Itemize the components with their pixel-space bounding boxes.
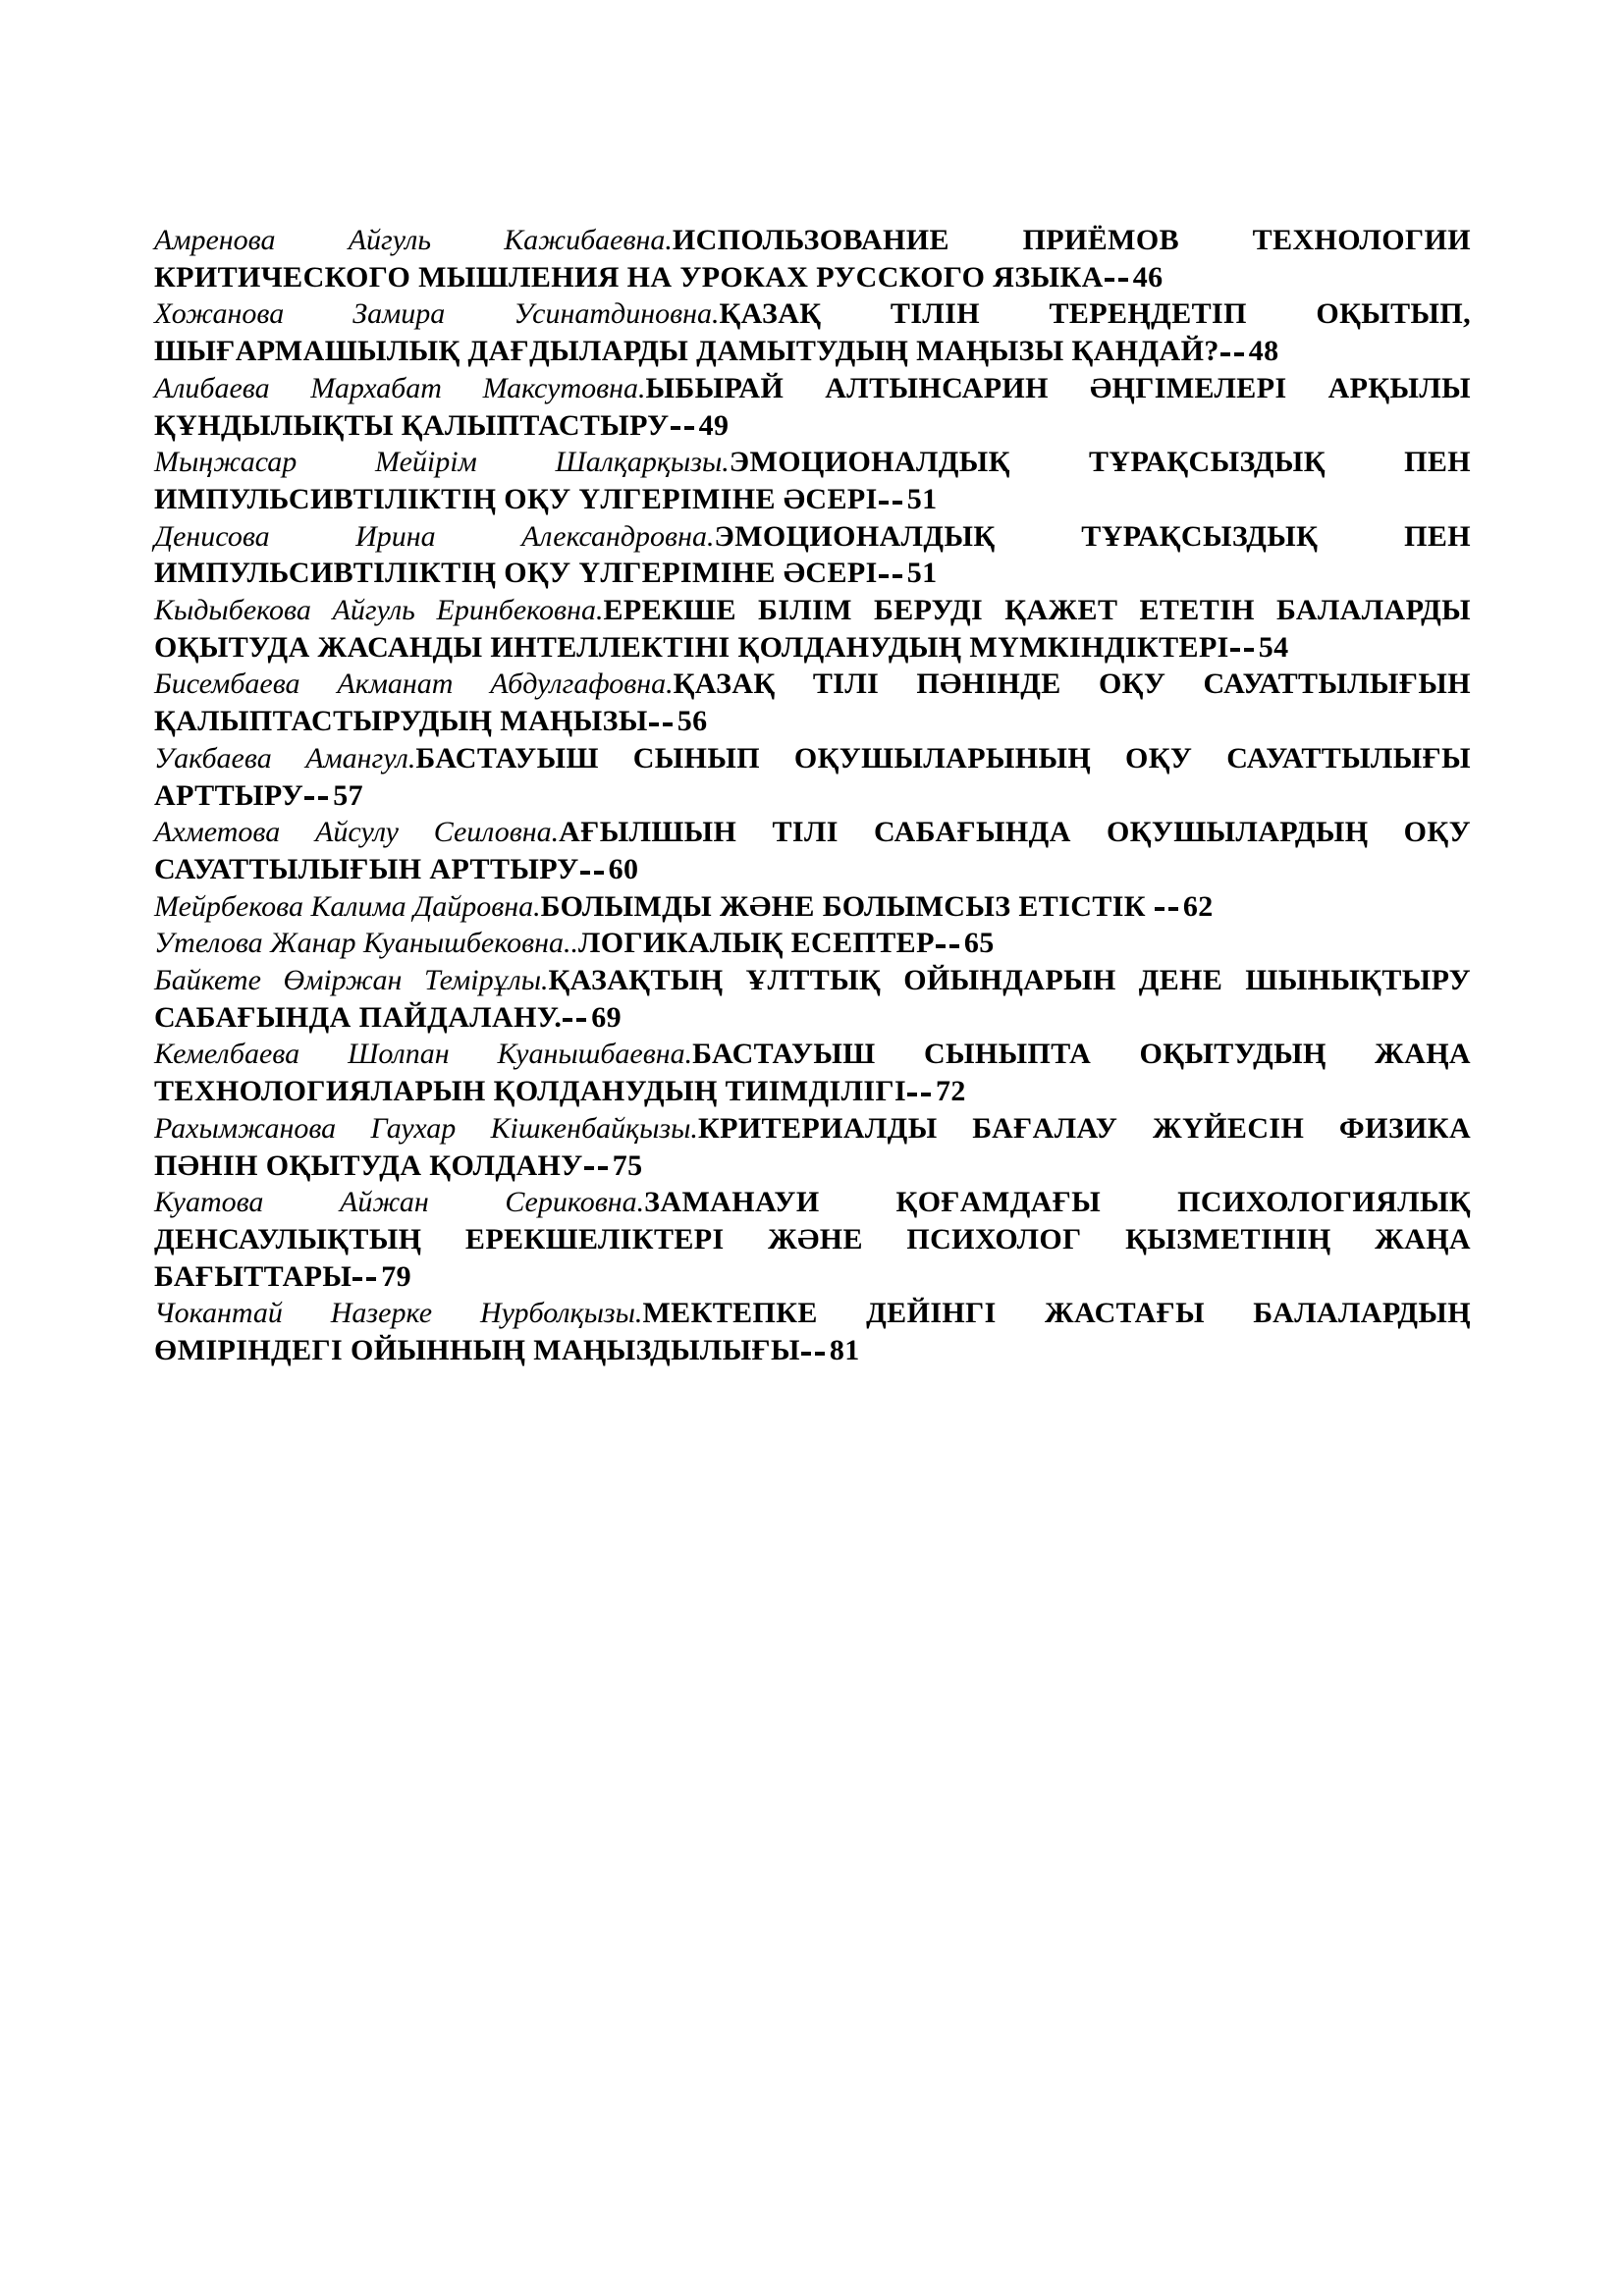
toc-line — [154, 777, 1471, 815]
toc-entry-title: МЕКТЕПКЕ ДЕЙІНГІ ЖАСТАҒЫ БАЛАЛАРДЫҢ — [642, 1297, 1471, 1330]
toc-entry-author: Кемелбаева Шолпан Куанышбаевна. — [154, 1038, 693, 1071]
toc-entry-title: ДЕНСАУЛЫҚТЫҢ ЕРЕКШЕЛІКТЕРІ ЖӘНЕ ПСИХОЛОГ ҚЫЗМЕТІНІҢ ЖАҢА — [154, 1222, 1471, 1255]
toc-entry-page-number: 79 — [381, 1259, 412, 1293]
toc-entry — [154, 962, 1471, 1036]
toc-entry-page-number: 46 — [1132, 260, 1164, 294]
toc-entry-author: Кыдыбекова Айгуль Еринбековна. — [154, 594, 604, 627]
toc-entry — [154, 518, 1471, 592]
toc-entry-title: БАҒЫТТАРЫ — [154, 1259, 352, 1293]
toc-entry-title: КРИТЕРИАЛДЫ БАҒАЛАУ ЖҮЙЕСІН ФИЗИКА — [697, 1111, 1472, 1145]
toc-entry — [154, 1295, 1471, 1368]
toc-entry-title: ЭМОЦИОНАЛДЫҚ ТҰРАҚСЫЗДЫҚ ПЕН — [729, 446, 1471, 479]
toc-entry-page-number: 75 — [612, 1148, 643, 1182]
dash-leader — [1219, 333, 1249, 370]
toc-entry-title: ЫБЫРАЙ АЛТЫНСАРИН ӘҢГІМЕЛЕРІ АРҚЫЛЫ — [645, 371, 1471, 404]
toc-entry-title: БАСТАУЫШ СЫНЫП ОҚУШЫЛАРЫНЫҢ ОҚУ САУАТТЫЛЫҒЫ — [415, 741, 1471, 774]
toc-entry-page-number: 81 — [829, 1334, 860, 1367]
toc-entry-author: Денисова Ирина Александровна. — [154, 519, 715, 553]
toc-entry-author: Амренова Айгуль Кажибаевна. — [154, 224, 673, 256]
dash-leader — [670, 407, 699, 445]
toc-line — [154, 1036, 1471, 1073]
toc-line — [154, 1258, 1471, 1296]
toc-line — [154, 555, 1471, 592]
toc-entry-author: Алибаева Мархабат Максутовна. — [154, 371, 646, 404]
toc-line — [154, 1295, 1471, 1332]
toc-entry-title: ҚАЛЫПТАСТЫРУДЫҢ МАҢЫЗЫ — [154, 705, 648, 738]
toc-entry-page-number: 69 — [591, 1000, 623, 1034]
toc-entry-author: Бисембаева Акманат Абдулгафовна. — [154, 667, 674, 701]
toc-entry-page-number: 54 — [1258, 630, 1289, 664]
toc-entry-title: ҚАЗАҚТЫҢ ҰЛТТЫҚ ОЙЫНДАРЫН ДЕНЕ ШЫНЫҚТЫРУ — [548, 964, 1471, 997]
toc-entry-title: ҚАЗАҚ ТІЛІН ТЕРЕҢДЕТІП ОҚЫТЫП, — [719, 297, 1471, 331]
toc-line — [154, 1221, 1471, 1258]
toc-list — [154, 222, 1471, 1369]
toc-entry-title: ТЕХНОЛОГИЯЛАРЫН ҚОЛДАНУДЫҢ ТИІМДІЛІГІ — [154, 1075, 907, 1108]
toc-line — [154, 295, 1471, 333]
toc-entry — [154, 444, 1471, 517]
toc-entry-page-number: 72 — [936, 1075, 966, 1108]
toc-entry-page-number: 51 — [906, 557, 938, 590]
toc-entry-title: КРИТИЧЕСКОГО МЫШЛЕНИЯ НА УРОКАХ РУССКОГО ЯЗЫКА — [154, 260, 1104, 294]
toc-entry-author: Мыңжасар Мейірім Шалқарқызы. — [154, 446, 730, 479]
toc-line — [154, 999, 1471, 1037]
toc-entry-author: Ахметова Айсулу Сеиловна. — [154, 816, 560, 849]
toc-line — [154, 925, 1471, 962]
toc-entry-author: Уакбаева Амангул. — [154, 741, 416, 774]
toc-entry-title: ШЫҒАРМАШЫЛЫҚ ДАҒДЫЛАРДЫ ДАМЫТУДЫҢ МАҢЫЗЫ ҚАНДАЙ? — [154, 335, 1219, 368]
toc-line — [154, 814, 1471, 851]
toc-entry — [154, 666, 1471, 739]
toc-entry — [154, 814, 1471, 887]
dash-leader — [648, 703, 677, 740]
toc-entry-title: ЛОГИКАЛЫҚ ЕСЕПТЕР — [578, 927, 935, 960]
toc-entry — [154, 1110, 1471, 1184]
dash-leader — [352, 1258, 381, 1296]
toc-line — [154, 518, 1471, 556]
toc-entry-page-number: 57 — [333, 778, 364, 812]
dash-leader — [579, 851, 609, 888]
toc-line — [154, 1073, 1471, 1110]
toc-line — [154, 370, 1471, 407]
toc-entry-title: ЭМОЦИОНАЛДЫҚ ТҰРАҚСЫЗДЫҚ ПЕН — [714, 519, 1471, 553]
dash-leader — [906, 1073, 936, 1110]
toc-entry-title: ҚАЗАҚ ТІЛІ ПӘНІНДЕ ОҚУ САУАТТЫЛЫҒЫН — [673, 667, 1471, 701]
toc-entry-title: ЕРЕКШЕ БІЛІМ БЕРУДІ ҚАЖЕТ ЕТЕТІН БАЛАЛАРДЫ — [603, 594, 1471, 627]
toc-entry — [154, 222, 1471, 295]
dash-leader — [878, 481, 907, 518]
toc-entry-title: БАСТАУЫШ СЫНЫПТА ОҚЫТУДЫҢ ЖАҢА — [692, 1038, 1471, 1071]
toc-entry — [154, 1036, 1471, 1109]
toc-entry-page-number: 49 — [698, 408, 730, 442]
toc-entry — [154, 925, 1471, 962]
toc-entry-page-number: 56 — [677, 705, 708, 738]
toc-entry-title: ӨМІРІНДЕГІ ОЙЫННЫҢ МАҢЫЗДЫЛЫҒЫ — [154, 1334, 800, 1367]
dash-leader — [303, 777, 333, 815]
dash-leader — [1154, 888, 1183, 926]
toc-entry — [154, 740, 1471, 814]
toc-entry-author: Мейрбекова Калима Дайровна. — [154, 889, 541, 923]
toc-entry-author: Чокантай Назерке Нурболқызы. — [154, 1297, 643, 1330]
dash-leader — [1229, 629, 1259, 667]
toc-line — [154, 1332, 1471, 1369]
toc-entry — [154, 1184, 1471, 1295]
toc-line — [154, 1110, 1471, 1148]
toc-line — [154, 740, 1471, 777]
toc-entry-author: Куатова Айжан Сериковна. — [154, 1186, 645, 1219]
toc-entry — [154, 295, 1471, 369]
toc-line — [154, 629, 1471, 667]
toc-entry-title: ИСПОЛЬЗОВАНИЕ ПРИЁМОВ ТЕХНОЛОГИИ — [672, 224, 1471, 256]
dash-leader — [800, 1332, 830, 1369]
toc-entry-title: ҚҰНДЫЛЫҚТЫ ҚАЛЫПТАСТЫРУ — [154, 408, 670, 442]
toc-entry-title: ПӘНІН ОҚЫТУДА ҚОЛДАНУ — [154, 1148, 583, 1182]
toc-line — [154, 851, 1471, 888]
dash-leader — [935, 925, 964, 962]
dash-leader — [1104, 259, 1133, 296]
toc-line — [154, 592, 1471, 629]
toc-line — [154, 222, 1471, 259]
toc-line — [154, 481, 1471, 518]
dash-leader — [562, 999, 591, 1037]
toc-entry-author: Рахымжанова Гаухар Кішкенбайқызы. — [154, 1111, 698, 1145]
toc-entry-title: ОҚЫТУДА ЖАСАНДЫ ИНТЕЛЛЕКТІНІ ҚОЛДАНУДЫҢ МҮМКІНДІКТЕРІ — [154, 630, 1229, 664]
toc-line — [154, 1148, 1471, 1185]
toc-entry-title: САУАТТЫЛЫҒЫН АРТТЫРУ — [154, 852, 579, 885]
toc-entry-page-number: 62 — [1182, 889, 1214, 923]
toc-line — [154, 1184, 1471, 1221]
toc-entry-page-number: 51 — [906, 482, 938, 515]
toc-entry — [154, 592, 1471, 666]
toc-entry — [154, 370, 1471, 444]
toc-line — [154, 666, 1471, 703]
toc-entry-title: САБАҒЫНДА ПАЙДАЛАНУ. — [154, 1000, 563, 1034]
toc-entry-page-number: 65 — [963, 927, 995, 960]
toc-line — [154, 259, 1471, 296]
toc-entry-author: Утелова Жанар Куанышбековна.. — [154, 927, 579, 960]
toc-entry-title: АРТТЫРУ — [154, 778, 304, 812]
toc-line — [154, 962, 1471, 999]
toc-entry-title: ИМПУЛЬСИВТІЛІКТІҢ ОҚУ ҮЛГЕРІМІНЕ ӘСЕРІ — [154, 482, 878, 515]
toc-line — [154, 444, 1471, 481]
toc-line — [154, 703, 1471, 740]
toc-line — [154, 407, 1471, 445]
toc-entry-page-number: 60 — [608, 852, 639, 885]
toc-line — [154, 888, 1471, 926]
toc-entry-title: БОЛЫМДЫ ЖӘНЕ БОЛЫМСЫЗ ЕТІСТІК — [540, 889, 1154, 923]
toc-line — [154, 333, 1471, 370]
toc-entry-title: ИМПУЛЬСИВТІЛІКТІҢ ОҚУ ҮЛГЕРІМІНЕ ӘСЕРІ — [154, 557, 878, 590]
dash-leader — [583, 1148, 613, 1185]
toc-entry-author: Хожанова Замира Усинатдиновна. — [154, 297, 720, 331]
toc-entry-page-number: 48 — [1248, 335, 1279, 368]
toc-entry-title: ЗАМАНАУИ ҚОҒАМДАҒЫ ПСИХОЛОГИЯЛЫҚ — [644, 1186, 1471, 1219]
toc-entry-title: АҒЫЛШЫН ТІЛІ САБАҒЫНДА ОҚУШЫЛАРДЫҢ ОҚУ — [559, 816, 1471, 849]
toc-entry — [154, 888, 1471, 926]
toc-entry-author: Байкете Өміржан Темірұлы. — [154, 964, 549, 997]
dash-leader — [878, 555, 907, 592]
